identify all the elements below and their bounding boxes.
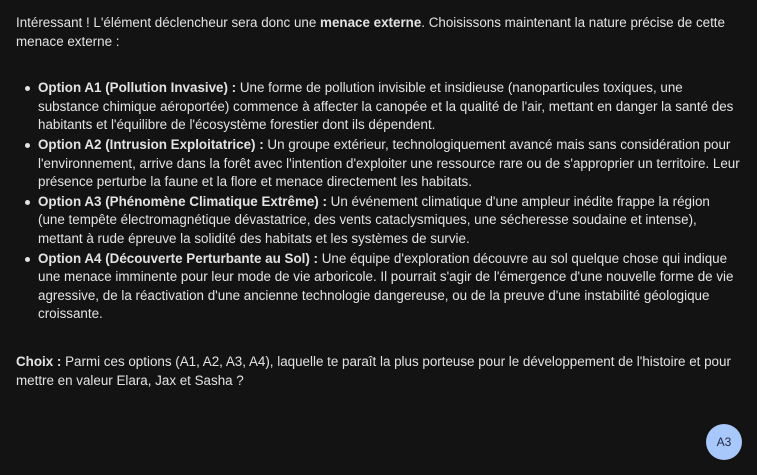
option-text: Un groupe extérieur, technologiquement avancé mais sans considération pour l'environnement, arrive dans la forêt avec l'intention d'exploiter une ressource rare ou de s'approprier un territoire. Leur présence perturbe la faune et la flore et menace directement les habitats. <box>38 136 740 190</box>
option-text: Une équipe d'exploration découvre au sol quelque chose qui indique une menace imminente pour leur mode de vie arboricole. Il pourrait s'agir de l'émergence d'une nouvelle forme de vie agressive, de la réactivation d'une ancienne technologie dangereuse, ou de la preuve d'une instabilité géologique croissante. <box>38 250 734 322</box>
intro-suffix: . Choisissons maintenant la nature précise de cette menace externe : <box>16 15 725 49</box>
option-title: Option A4 (Découverte Perturbante au Sol) : <box>38 250 318 266</box>
intro-bold: menace externe <box>320 15 422 30</box>
list-item-option-a1 <box>38 79 740 135</box>
choice-paragraph <box>16 353 740 390</box>
choice-label: Choix : <box>16 353 62 369</box>
intro-prefix: Intéressant ! L'élément déclencheur sera donc une <box>16 15 321 30</box>
option-text: Une forme de pollution invisible et insidieuse (nanoparticules toxiques, une substance chimique aéroportée) commence à affecter la canopée et la qualité de l'air, mettant en danger la santé des habitants et l'équilibre de l'écosystème forestier dont ils dépendent. <box>38 80 734 133</box>
option-title: Option A2 (Intrusion Exploitatrice) : <box>38 136 264 152</box>
option-text: Un événement climatique d'une ampleur inédite frappe la région (une tempête électromagnétique dévastatrice, des vents cataclysmiques, une sécheresse soudaine et intense), mettant à rude épreuve la solidité des habitats et les systèmes de survie. <box>38 193 710 246</box>
choice-text: Parmi ces options (A1, A2, A3, A4), laquelle te paraît la plus porteuse pour le développement de l'histoire et pour mettre en valeur Elara, Jax et Sasha ? <box>16 353 731 388</box>
list-item-option-a3 <box>38 193 740 249</box>
bullet-icon <box>25 143 30 148</box>
bullet-icon <box>25 200 30 205</box>
user-reply-label: A3 <box>716 434 732 449</box>
option-title: Option A3 (Phénomène Climatique Extrême) : <box>38 193 327 209</box>
bullet-icon <box>25 86 30 91</box>
user-reply-chip[interactable] <box>706 424 742 460</box>
option-title: Option A1 (Pollution Invasive) : <box>38 80 237 96</box>
list-item-option-a2 <box>38 136 740 192</box>
intro-paragraph <box>16 14 740 51</box>
list-item-option-a4 <box>38 250 740 324</box>
assistant-message <box>16 14 740 390</box>
bullet-icon <box>25 257 30 262</box>
options-list <box>16 79 740 324</box>
